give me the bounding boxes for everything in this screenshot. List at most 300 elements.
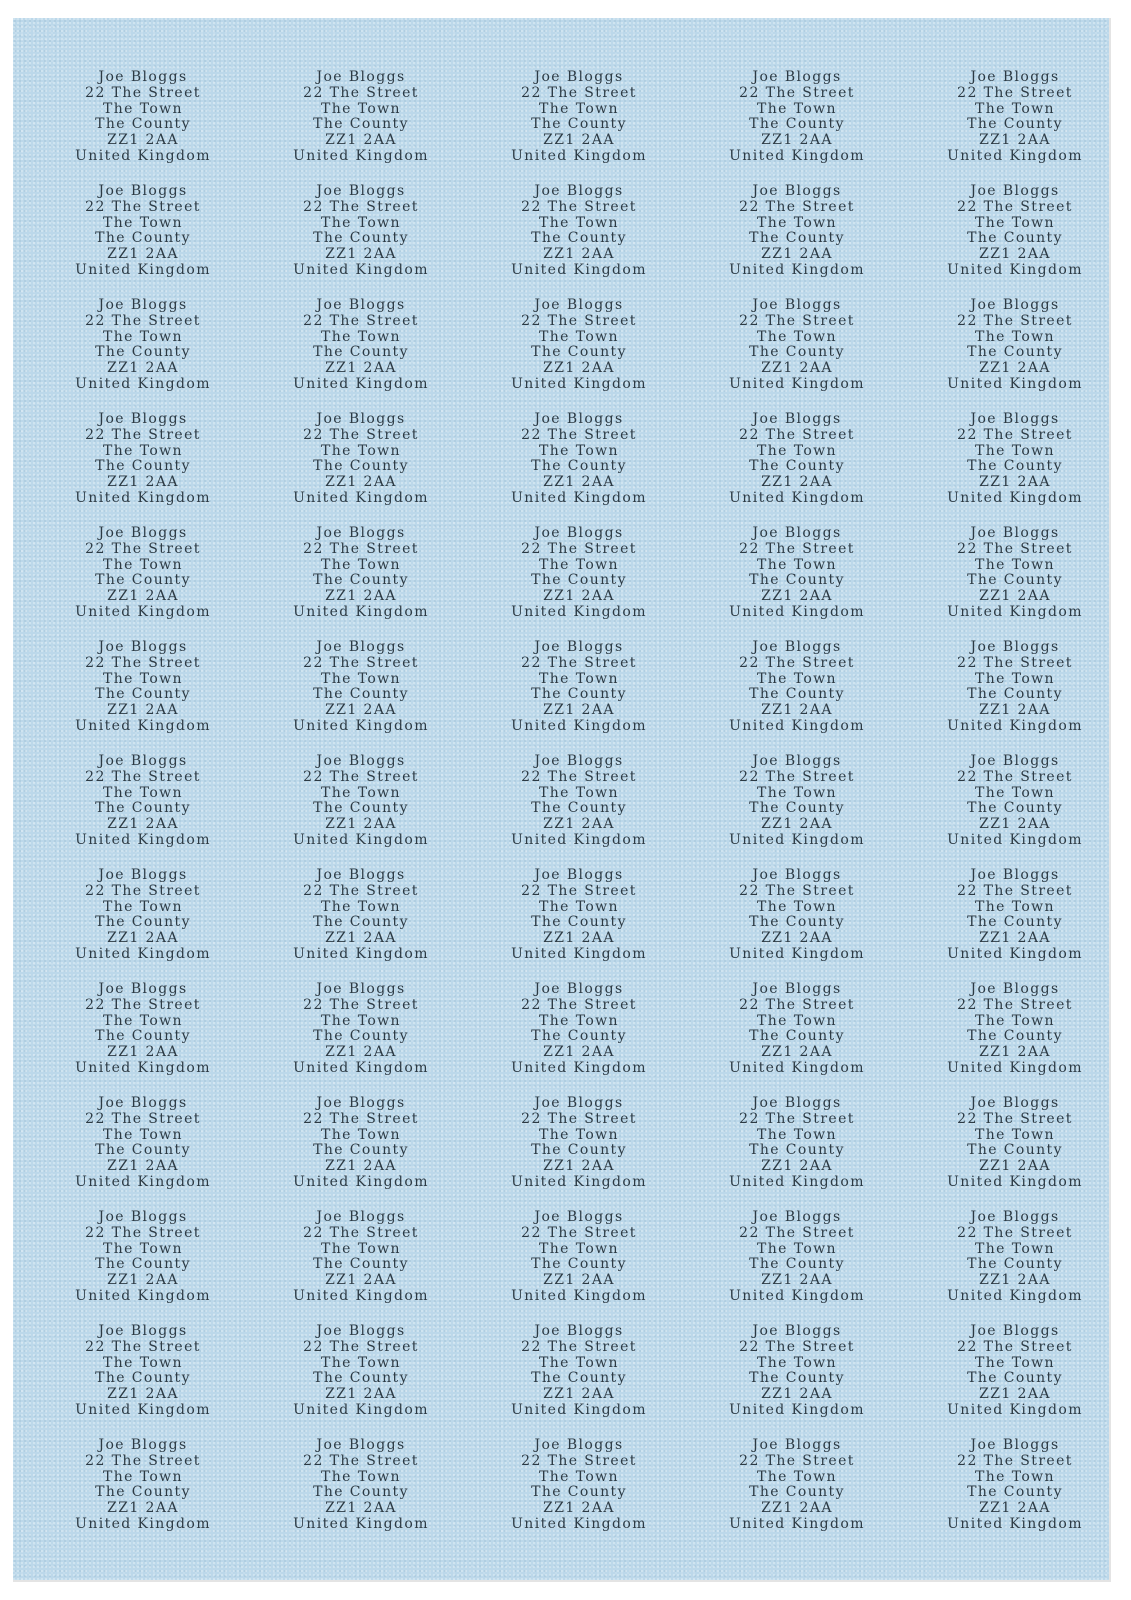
address-street: 22 The Street — [957, 426, 1073, 443]
address-name: Joe Bloggs — [752, 867, 842, 883]
address-country: United Kingdom — [75, 603, 211, 620]
address-postcode: ZZ1 2AA — [979, 1044, 1051, 1061]
address-name: Joe Bloggs — [316, 867, 406, 883]
address-town: The Town — [539, 1126, 619, 1143]
address-label — [252, 1208, 470, 1322]
address-county: The County — [749, 914, 845, 931]
address-town: The Town — [757, 1354, 837, 1371]
address-county: The County — [95, 1256, 191, 1273]
address-town: The Town — [757, 1468, 837, 1485]
address-country: United Kingdom — [293, 945, 429, 962]
address-town: The Town — [539, 328, 619, 345]
address-label — [688, 296, 906, 410]
address-label — [906, 752, 1124, 866]
address-county: The County — [967, 344, 1063, 361]
address-town: The Town — [321, 1126, 401, 1143]
address-town: The Town — [539, 1468, 619, 1485]
address-label — [252, 296, 470, 410]
address-town: The Town — [103, 556, 183, 573]
address-street: 22 The Street — [739, 996, 855, 1013]
address-country: United Kingdom — [293, 603, 429, 620]
address-street: 22 The Street — [85, 198, 201, 215]
address-town: The Town — [321, 1468, 401, 1485]
address-postcode: ZZ1 2AA — [761, 360, 833, 377]
address-town: The Town — [975, 784, 1055, 801]
address-town: The Town — [539, 214, 619, 231]
address-street: 22 The Street — [85, 84, 201, 101]
address-street: 22 The Street — [85, 1110, 201, 1127]
address-label — [688, 410, 906, 524]
address-county: The County — [531, 116, 627, 133]
address-town: The Town — [103, 1468, 183, 1485]
address-county: The County — [95, 1142, 191, 1159]
address-county: The County — [531, 686, 627, 703]
address-street: 22 The Street — [739, 768, 855, 785]
address-name: Joe Bloggs — [316, 981, 406, 997]
address-label — [34, 1322, 252, 1436]
address-street: 22 The Street — [739, 540, 855, 557]
address-street: 22 The Street — [957, 540, 1073, 557]
address-county: The County — [313, 1256, 409, 1273]
address-street: 22 The Street — [957, 654, 1073, 671]
address-name: Joe Bloggs — [752, 1209, 842, 1225]
address-street: 22 The Street — [957, 1338, 1073, 1355]
address-name: Joe Bloggs — [970, 867, 1060, 883]
address-street: 22 The Street — [521, 84, 637, 101]
address-label — [688, 1208, 906, 1322]
address-label — [34, 1436, 252, 1550]
address-label — [906, 1322, 1124, 1436]
address-postcode: ZZ1 2AA — [543, 474, 615, 491]
address-county: The County — [749, 800, 845, 817]
address-town: The Town — [539, 784, 619, 801]
address-street: 22 The Street — [957, 1452, 1073, 1469]
address-town: The Town — [975, 328, 1055, 345]
address-postcode: ZZ1 2AA — [325, 930, 397, 947]
address-name: Joe Bloggs — [316, 183, 406, 199]
address-name: Joe Bloggs — [534, 753, 624, 769]
address-town: The Town — [321, 214, 401, 231]
address-name: Joe Bloggs — [98, 1323, 188, 1339]
address-country: United Kingdom — [511, 945, 647, 962]
address-postcode: ZZ1 2AA — [543, 1272, 615, 1289]
address-country: United Kingdom — [75, 1401, 211, 1418]
address-label — [470, 1436, 688, 1550]
address-name: Joe Bloggs — [752, 639, 842, 655]
address-town: The Town — [975, 1126, 1055, 1143]
address-country: United Kingdom — [75, 1173, 211, 1190]
address-town: The Town — [103, 100, 183, 117]
address-street: 22 The Street — [85, 768, 201, 785]
address-name: Joe Bloggs — [98, 639, 188, 655]
address-country: United Kingdom — [511, 1401, 647, 1418]
address-town: The Town — [757, 328, 837, 345]
address-street: 22 The Street — [739, 882, 855, 899]
address-postcode: ZZ1 2AA — [543, 1386, 615, 1403]
address-postcode: ZZ1 2AA — [761, 702, 833, 719]
address-county: The County — [95, 116, 191, 133]
address-postcode: ZZ1 2AA — [979, 588, 1051, 605]
address-street: 22 The Street — [957, 198, 1073, 215]
address-town: The Town — [539, 1240, 619, 1257]
address-label — [906, 524, 1124, 638]
address-country: United Kingdom — [293, 1173, 429, 1190]
address-country: United Kingdom — [729, 603, 865, 620]
address-postcode: ZZ1 2AA — [107, 930, 179, 947]
address-street: 22 The Street — [521, 312, 637, 329]
address-label — [470, 524, 688, 638]
address-postcode: ZZ1 2AA — [325, 816, 397, 833]
address-country: United Kingdom — [729, 717, 865, 734]
address-label — [688, 524, 906, 638]
address-label — [470, 296, 688, 410]
address-label — [470, 866, 688, 980]
address-county: The County — [531, 1256, 627, 1273]
address-town: The Town — [975, 1240, 1055, 1257]
address-county: The County — [95, 458, 191, 475]
address-name: Joe Bloggs — [752, 411, 842, 427]
address-name: Joe Bloggs — [534, 1323, 624, 1339]
address-name: Joe Bloggs — [970, 297, 1060, 313]
address-country: United Kingdom — [947, 261, 1083, 278]
address-country: United Kingdom — [729, 1173, 865, 1190]
address-county: The County — [95, 1484, 191, 1501]
address-label — [252, 980, 470, 1094]
address-street: 22 The Street — [303, 198, 419, 215]
address-country: United Kingdom — [75, 147, 211, 164]
address-street: 22 The Street — [85, 1452, 201, 1469]
address-name: Joe Bloggs — [534, 525, 624, 541]
address-name: Joe Bloggs — [98, 1095, 188, 1111]
address-county: The County — [749, 1256, 845, 1273]
address-town: The Town — [757, 1126, 837, 1143]
address-postcode: ZZ1 2AA — [107, 474, 179, 491]
address-name: Joe Bloggs — [752, 1095, 842, 1111]
address-country: United Kingdom — [729, 945, 865, 962]
address-county: The County — [313, 1370, 409, 1387]
address-label — [34, 410, 252, 524]
address-label — [688, 1322, 906, 1436]
address-name: Joe Bloggs — [534, 183, 624, 199]
address-town: The Town — [539, 898, 619, 915]
address-county: The County — [749, 686, 845, 703]
address-name: Joe Bloggs — [970, 753, 1060, 769]
address-country: United Kingdom — [293, 717, 429, 734]
address-country: United Kingdom — [75, 261, 211, 278]
address-label — [906, 980, 1124, 1094]
address-town: The Town — [757, 898, 837, 915]
address-street: 22 The Street — [957, 312, 1073, 329]
address-country: United Kingdom — [511, 1515, 647, 1532]
address-name: Joe Bloggs — [98, 753, 188, 769]
address-town: The Town — [321, 556, 401, 573]
address-country: United Kingdom — [729, 1401, 865, 1418]
address-street: 22 The Street — [521, 1452, 637, 1469]
address-country: United Kingdom — [947, 603, 1083, 620]
address-name: Joe Bloggs — [98, 1437, 188, 1453]
address-country: United Kingdom — [947, 1401, 1083, 1418]
address-name: Joe Bloggs — [98, 525, 188, 541]
address-country: United Kingdom — [293, 1059, 429, 1076]
address-county: The County — [749, 572, 845, 589]
address-county: The County — [95, 1028, 191, 1045]
address-postcode: ZZ1 2AA — [979, 132, 1051, 149]
address-town: The Town — [757, 1240, 837, 1257]
address-county: The County — [749, 230, 845, 247]
address-town: The Town — [975, 1468, 1055, 1485]
address-name: Joe Bloggs — [98, 1209, 188, 1225]
address-street: 22 The Street — [303, 1110, 419, 1127]
address-town: The Town — [321, 1012, 401, 1029]
address-town: The Town — [539, 442, 619, 459]
address-postcode: ZZ1 2AA — [325, 1158, 397, 1175]
address-name: Joe Bloggs — [534, 297, 624, 313]
address-street: 22 The Street — [521, 768, 637, 785]
address-county: The County — [967, 458, 1063, 475]
address-county: The County — [967, 914, 1063, 931]
address-postcode: ZZ1 2AA — [761, 1386, 833, 1403]
address-label — [470, 68, 688, 182]
address-label — [34, 524, 252, 638]
address-postcode: ZZ1 2AA — [979, 1272, 1051, 1289]
address-name: Joe Bloggs — [970, 1437, 1060, 1453]
address-name: Joe Bloggs — [316, 1095, 406, 1111]
address-postcode: ZZ1 2AA — [543, 702, 615, 719]
address-label — [34, 1094, 252, 1208]
address-name: Joe Bloggs — [316, 753, 406, 769]
address-county: The County — [313, 800, 409, 817]
address-label — [252, 1436, 470, 1550]
address-name: Joe Bloggs — [534, 1095, 624, 1111]
address-label — [34, 866, 252, 980]
address-name: Joe Bloggs — [534, 411, 624, 427]
address-town: The Town — [103, 898, 183, 915]
address-postcode: ZZ1 2AA — [761, 1044, 833, 1061]
address-town: The Town — [321, 670, 401, 687]
address-street: 22 The Street — [521, 540, 637, 557]
address-country: United Kingdom — [729, 261, 865, 278]
address-label — [34, 68, 252, 182]
address-label — [906, 182, 1124, 296]
address-town: The Town — [975, 100, 1055, 117]
address-postcode: ZZ1 2AA — [325, 246, 397, 263]
address-county: The County — [967, 1142, 1063, 1159]
address-postcode: ZZ1 2AA — [325, 360, 397, 377]
address-name: Joe Bloggs — [534, 639, 624, 655]
address-label — [252, 1094, 470, 1208]
address-label — [906, 68, 1124, 182]
address-town: The Town — [975, 214, 1055, 231]
address-country: United Kingdom — [75, 717, 211, 734]
address-street: 22 The Street — [521, 1338, 637, 1355]
address-name: Joe Bloggs — [534, 1209, 624, 1225]
address-country: United Kingdom — [947, 717, 1083, 734]
address-postcode: ZZ1 2AA — [107, 1044, 179, 1061]
address-country: United Kingdom — [75, 831, 211, 848]
address-country: United Kingdom — [729, 1059, 865, 1076]
address-street: 22 The Street — [521, 882, 637, 899]
address-name: Joe Bloggs — [98, 867, 188, 883]
address-label — [34, 296, 252, 410]
address-name: Joe Bloggs — [752, 183, 842, 199]
address-label — [906, 638, 1124, 752]
address-town: The Town — [103, 1240, 183, 1257]
address-name: Joe Bloggs — [98, 183, 188, 199]
address-postcode: ZZ1 2AA — [761, 1158, 833, 1175]
address-town: The Town — [975, 898, 1055, 915]
address-town: The Town — [103, 214, 183, 231]
address-label — [252, 866, 470, 980]
address-postcode: ZZ1 2AA — [979, 360, 1051, 377]
address-label — [688, 638, 906, 752]
address-name: Joe Bloggs — [752, 69, 842, 85]
address-street: 22 The Street — [521, 1224, 637, 1241]
address-county: The County — [967, 230, 1063, 247]
address-postcode: ZZ1 2AA — [325, 474, 397, 491]
address-label — [906, 1436, 1124, 1550]
address-town: The Town — [539, 670, 619, 687]
address-country: United Kingdom — [947, 945, 1083, 962]
address-country: United Kingdom — [293, 261, 429, 278]
address-street: 22 The Street — [521, 654, 637, 671]
address-county: The County — [967, 116, 1063, 133]
address-street: 22 The Street — [521, 1110, 637, 1127]
address-county: The County — [95, 572, 191, 589]
address-name: Joe Bloggs — [534, 981, 624, 997]
address-street: 22 The Street — [85, 654, 201, 671]
address-name: Joe Bloggs — [970, 525, 1060, 541]
address-country: United Kingdom — [293, 489, 429, 506]
address-country: United Kingdom — [947, 1173, 1083, 1190]
address-county: The County — [749, 458, 845, 475]
address-county: The County — [95, 230, 191, 247]
address-postcode: ZZ1 2AA — [543, 132, 615, 149]
address-label — [688, 1094, 906, 1208]
address-country: United Kingdom — [947, 1515, 1083, 1532]
address-country: United Kingdom — [947, 147, 1083, 164]
address-country: United Kingdom — [729, 375, 865, 392]
address-town: The Town — [975, 1354, 1055, 1371]
address-town: The Town — [321, 328, 401, 345]
address-country: United Kingdom — [729, 147, 865, 164]
address-street: 22 The Street — [521, 426, 637, 443]
address-town: The Town — [539, 556, 619, 573]
address-label — [252, 68, 470, 182]
address-label — [906, 866, 1124, 980]
address-name: Joe Bloggs — [970, 1209, 1060, 1225]
address-name: Joe Bloggs — [752, 525, 842, 541]
address-postcode: ZZ1 2AA — [761, 474, 833, 491]
address-postcode: ZZ1 2AA — [325, 1386, 397, 1403]
address-name: Joe Bloggs — [316, 639, 406, 655]
address-name: Joe Bloggs — [316, 69, 406, 85]
address-postcode: ZZ1 2AA — [979, 930, 1051, 947]
address-county: The County — [95, 1370, 191, 1387]
address-county: The County — [95, 344, 191, 361]
address-country: United Kingdom — [947, 375, 1083, 392]
address-street: 22 The Street — [521, 198, 637, 215]
address-postcode: ZZ1 2AA — [107, 360, 179, 377]
address-country: United Kingdom — [75, 375, 211, 392]
address-label — [252, 638, 470, 752]
address-country: United Kingdom — [511, 1059, 647, 1076]
address-country: United Kingdom — [75, 489, 211, 506]
address-county: The County — [313, 1484, 409, 1501]
address-postcode: ZZ1 2AA — [107, 132, 179, 149]
address-label — [906, 1094, 1124, 1208]
address-street: 22 The Street — [303, 540, 419, 557]
address-postcode: ZZ1 2AA — [761, 1272, 833, 1289]
address-label — [688, 980, 906, 1094]
address-town: The Town — [539, 1012, 619, 1029]
address-county: The County — [749, 1370, 845, 1387]
address-county: The County — [749, 1484, 845, 1501]
address-name: Joe Bloggs — [970, 981, 1060, 997]
address-town: The Town — [757, 214, 837, 231]
address-postcode: ZZ1 2AA — [107, 816, 179, 833]
address-county: The County — [967, 1370, 1063, 1387]
address-street: 22 The Street — [303, 654, 419, 671]
address-label — [688, 752, 906, 866]
address-street: 22 The Street — [85, 1338, 201, 1355]
address-label — [470, 752, 688, 866]
address-country: United Kingdom — [511, 831, 647, 848]
address-county: The County — [531, 1028, 627, 1045]
address-street: 22 The Street — [303, 996, 419, 1013]
address-street: 22 The Street — [85, 1224, 201, 1241]
address-country: United Kingdom — [511, 489, 647, 506]
address-name: Joe Bloggs — [316, 1209, 406, 1225]
address-street: 22 The Street — [303, 312, 419, 329]
address-county: The County — [313, 458, 409, 475]
address-label — [470, 1322, 688, 1436]
address-postcode: ZZ1 2AA — [979, 474, 1051, 491]
address-label — [252, 1322, 470, 1436]
label-sheet — [13, 18, 1111, 1582]
address-country: United Kingdom — [511, 261, 647, 278]
address-label — [688, 68, 906, 182]
address-name: Joe Bloggs — [534, 69, 624, 85]
address-county: The County — [749, 116, 845, 133]
address-postcode: ZZ1 2AA — [761, 816, 833, 833]
address-postcode: ZZ1 2AA — [543, 1158, 615, 1175]
address-name: Joe Bloggs — [752, 297, 842, 313]
address-label — [470, 182, 688, 296]
address-country: United Kingdom — [75, 1515, 211, 1532]
address-country: United Kingdom — [75, 1059, 211, 1076]
address-label — [688, 866, 906, 980]
address-country: United Kingdom — [293, 147, 429, 164]
address-county: The County — [531, 458, 627, 475]
address-label — [470, 980, 688, 1094]
address-street: 22 The Street — [303, 1338, 419, 1355]
address-country: United Kingdom — [947, 831, 1083, 848]
address-name: Joe Bloggs — [316, 297, 406, 313]
address-name: Joe Bloggs — [316, 411, 406, 427]
address-country: United Kingdom — [75, 945, 211, 962]
address-postcode: ZZ1 2AA — [325, 702, 397, 719]
address-county: The County — [531, 800, 627, 817]
address-town: The Town — [103, 670, 183, 687]
address-town: The Town — [321, 898, 401, 915]
address-name: Joe Bloggs — [970, 183, 1060, 199]
address-county: The County — [313, 686, 409, 703]
address-country: United Kingdom — [511, 1287, 647, 1304]
address-label — [906, 296, 1124, 410]
address-postcode: ZZ1 2AA — [325, 132, 397, 149]
address-county: The County — [967, 800, 1063, 817]
address-county: The County — [531, 344, 627, 361]
